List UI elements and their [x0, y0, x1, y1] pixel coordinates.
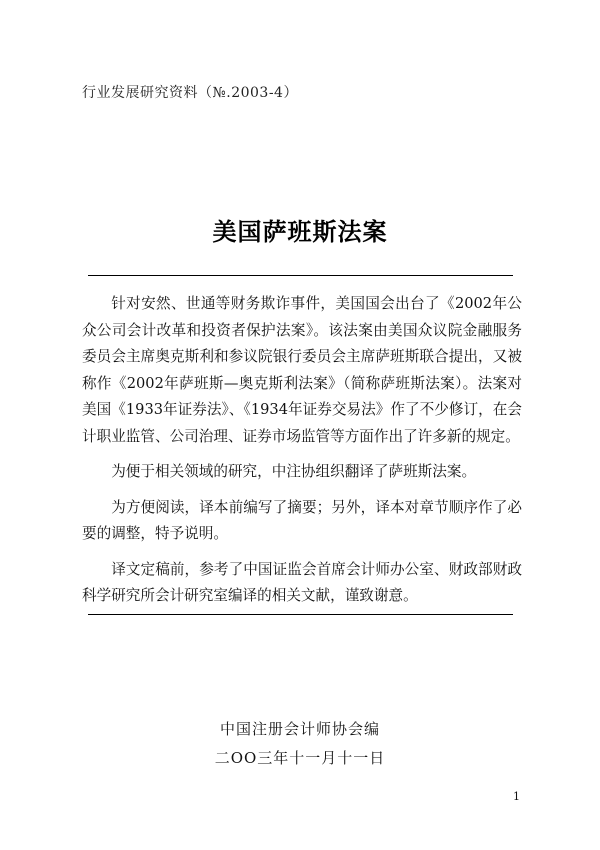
paragraph: 为便于相关领域的研究，中注协组织翻译了萨班斯法案。: [111, 463, 477, 480]
body-text: [82, 291, 522, 619]
publisher: 中国注册会计师协会编: [219, 720, 380, 738]
paragraph: 译文定稿前，参考了中国证监会首席会计师办公室、财政部财政科学研究所会计研究室编译的相关文献，谨致谢意。: [82, 560, 522, 604]
paragraph: 针对安然、世通等财务欺诈事件，美国国会出台了《2002年公众公司会计改革和投资者保护法案》。该法案由美国众议院金融服务委员会主席奥克斯利和参议院银行委员会主席萨班斯联合提出，又被称作《2002年萨班斯—奥克斯利法案》（简称萨班斯法案）。法案对美国《1933年证券法》、《1934年证券交易法》作了不少修订，在会计职业监管、公司治理、证券市场监管等方面作出了许多新的规定。: [82, 295, 522, 445]
top-divider: [88, 275, 513, 276]
document-title: 美国萨班斯法案: [212, 217, 388, 246]
bottom-divider: [88, 614, 513, 615]
series-label: 行业发展研究资料（№.2003-4）: [82, 85, 298, 101]
publication-date: 二OO三年十一月十一日: [214, 749, 386, 767]
page-number: 1: [513, 790, 520, 803]
paragraph: 为方便阅读，译本前编写了摘要；另外，译本对章节顺序作了必要的调整，特予说明。: [82, 498, 522, 542]
